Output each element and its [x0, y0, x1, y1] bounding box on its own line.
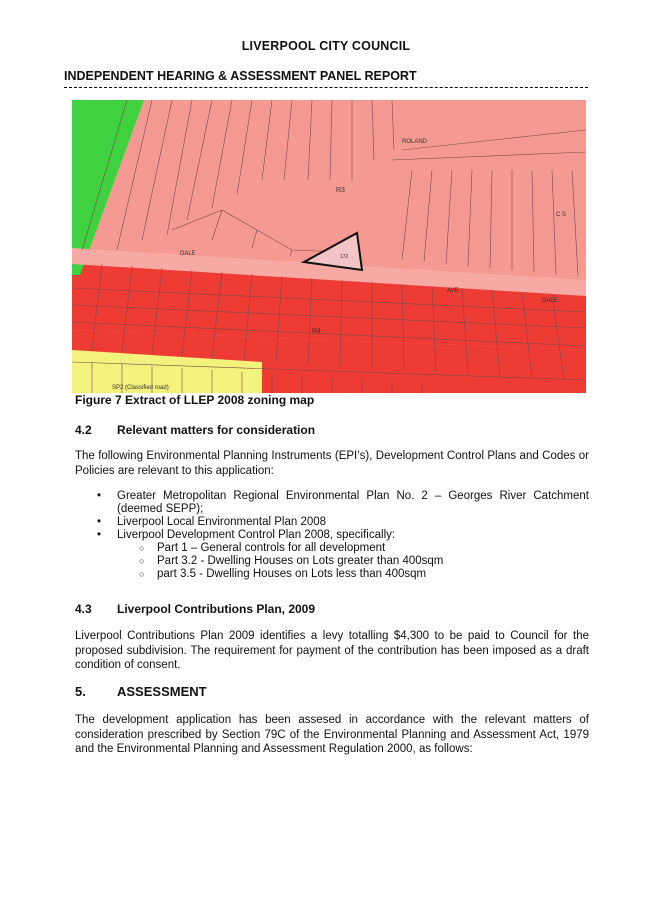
epi-list — [75, 490, 589, 581]
map-label-lot-172: 172 — [340, 254, 349, 260]
section-4-2-intro: The following Environmental Planning Instruments (EPI’s), Development Control Plans and Codes or Policies are relevant to this application: — [75, 450, 589, 477]
section-4-3-heading — [75, 602, 315, 616]
section-4-2-heading — [75, 423, 315, 437]
section-4-3-title: Liverpool Contributions Plan, 2009 — [117, 602, 316, 616]
zoning-map-svg — [72, 100, 586, 393]
circle-bullet-icon: ○ — [139, 569, 145, 579]
section-4-3-body: Liverpool Contributions Plan 2009 identifies a levy totalling $4,300 to be paid to Council for the proposed subdivision. The requirement for payment of the contribution has been imposed as a draft condition of consent. — [75, 630, 589, 671]
figure-caption: Figure 7 Extract of LLEP 2008 zoning map — [75, 393, 315, 407]
dcp-part-item: ○ Part 3.2 - Dwelling Houses on Lots greater than 400sqm — [139, 555, 444, 567]
dcp-part-item: ○ Part 1 – General controls for all development — [139, 542, 386, 554]
map-label-dale-lower: DALE — [542, 298, 558, 304]
bullet-icon: • — [97, 529, 102, 541]
section-4-3-number: 4.3 — [75, 602, 92, 616]
epi-item: • Greater Metropolitan Regional Environmental Plan No. 2 – Georges River Catchment (deemed SEPP); — [97, 490, 589, 515]
section-4-2-number: 4.2 — [75, 423, 92, 437]
bullet-icon: • — [97, 516, 102, 528]
map-label-r4: R4 — [312, 328, 321, 335]
section-5-title: ASSESSMENT — [117, 684, 207, 699]
map-label-sp2: SP2 (Classified road) — [112, 385, 169, 391]
section-5-body: The development application has been assesed in accordance with the relevant matters of consideration prescribed by Section 79C of the Environmental Planning and Assessment Act, 1979 and the Environmental Planning and Assessment Regulation 2000, as follows: — [75, 714, 589, 755]
zoning-map — [72, 100, 586, 393]
dcp-parts-list — [117, 542, 589, 581]
map-label-dale-upper: DALE — [180, 251, 196, 257]
header-rule — [64, 87, 588, 88]
council-name: LIVERPOOL CITY COUNCIL — [241, 39, 411, 53]
map-label-cs: C S — [556, 212, 567, 218]
circle-bullet-icon: ○ — [139, 543, 145, 553]
epi-item: • Liverpool Local Environmental Plan 2008 — [97, 516, 327, 528]
section-5-heading — [75, 684, 207, 699]
map-label-ave: AVE — [447, 288, 459, 294]
dcp-part-item: ○ part 3.5 - Dwelling Houses on Lots less than 400sqm — [139, 568, 427, 580]
report-title: INDEPENDENT HEARING & ASSESSMENT PANEL REPORT — [64, 69, 417, 83]
epi-item: • Liverpool Development Control Plan 2008, specifically: ○ Part 1 – General controls for all development ○ Part 3.2 - Dwelling Houses on Lots greater than 400sqm ○ part 3.5 - Dwelling Houses on Lots less than 400sqm — [75, 529, 589, 581]
section-5-number: 5. — [75, 684, 86, 699]
map-label-r3: R3 — [336, 187, 345, 194]
map-label-roland: ROLAND — [402, 139, 428, 145]
section-4-2-title: Relevant matters for consideration — [117, 423, 316, 437]
bullet-icon: • — [97, 490, 102, 502]
circle-bullet-icon: ○ — [139, 556, 145, 566]
